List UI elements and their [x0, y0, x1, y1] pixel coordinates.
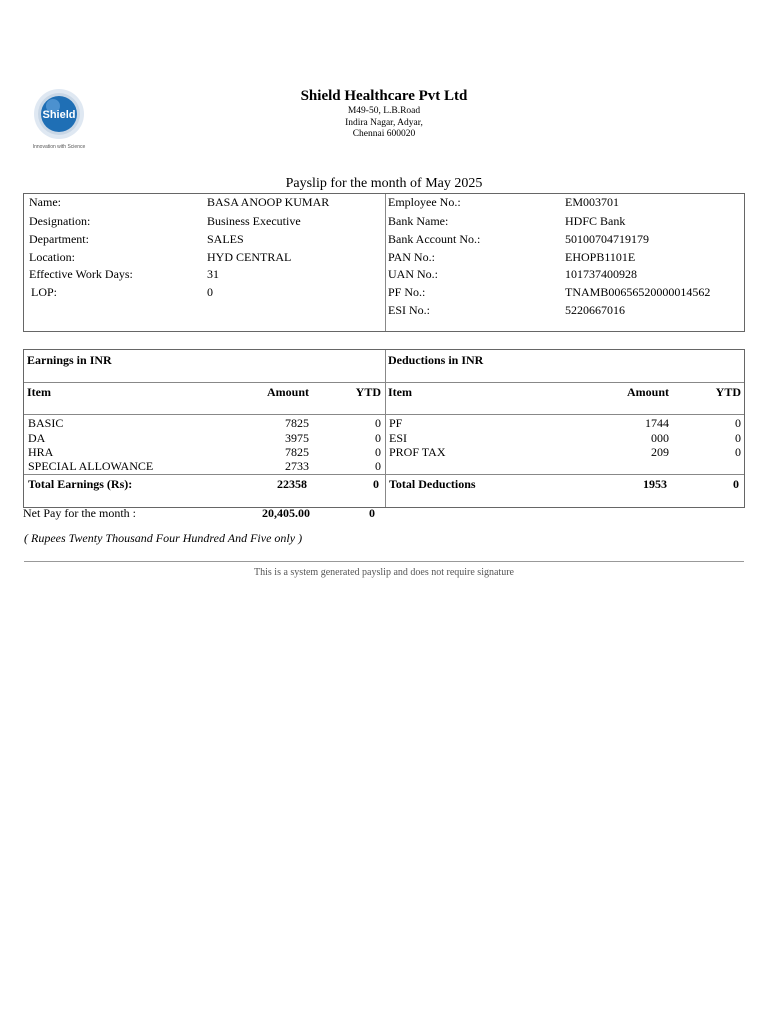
earnings-amount: 7825	[285, 445, 309, 459]
total-deductions-label: Total Deductions	[389, 477, 476, 491]
pan-value: EHOPB1101E	[565, 250, 636, 264]
company-address-line-3: Chennai 600020	[352, 129, 416, 139]
earnings-amount: 7825	[285, 416, 309, 430]
deductions-heading: Deductions in INR	[388, 353, 484, 367]
earnings-item: DA	[28, 431, 46, 445]
deductions-ytd: 0	[735, 431, 741, 445]
deductions-col-amount: Amount	[626, 385, 669, 399]
net-pay-label: Net Pay for the month :	[23, 506, 136, 520]
net-pay-amount: 20,405.00	[262, 506, 310, 520]
name-value: BASA ANOOP KUMAR	[207, 195, 330, 209]
earnings-ytd: 0	[375, 459, 381, 473]
bank-account-label: Bank Account No.:	[388, 232, 481, 246]
deductions-amount: 1744	[645, 416, 669, 430]
earnings-col-ytd: YTD	[355, 385, 381, 399]
location-label: Location:	[29, 250, 75, 264]
row-divider	[24, 414, 744, 415]
deductions-col-ytd: YTD	[715, 385, 741, 399]
pan-label: PAN No.:	[388, 250, 435, 264]
employee-info-box	[23, 193, 745, 332]
deductions-ytd: 0	[735, 445, 741, 459]
lop-label: LOP:	[31, 285, 58, 299]
deductions-amount: 000	[651, 431, 669, 445]
department-label: Department:	[29, 232, 89, 246]
payslip-title: Payslip for the month of May 2025	[285, 176, 483, 191]
amount-in-words: ( Rupees Twenty Thousand Four Hundred And Five only )	[24, 531, 303, 545]
company-header	[0, 86, 768, 141]
deductions-ytd: 0	[735, 416, 741, 430]
row-divider	[24, 382, 744, 383]
earnings-item: SPECIAL ALLOWANCE	[28, 459, 154, 473]
earnings-col-amount: Amount	[266, 385, 309, 399]
bank-name-label: Bank Name:	[388, 214, 449, 228]
earnings-heading: Earnings in INR	[27, 353, 112, 367]
earnings-ytd: 0	[375, 416, 381, 430]
earnings-item: BASIC	[28, 416, 64, 430]
total-earnings-amount: 22358	[277, 477, 307, 491]
total-earnings-label: Total Earnings (Rs):	[28, 477, 133, 491]
total-deductions-amount: 1953	[643, 477, 667, 491]
deductions-amount: 209	[651, 445, 669, 459]
total-deductions-ytd: 0	[733, 477, 739, 491]
earnings-col-item: Item	[27, 385, 51, 399]
pf-no-value: TNAMB00656520000014562	[565, 285, 711, 299]
logo-wordmark: Shield	[42, 109, 76, 121]
earnings-item: HRA	[28, 445, 54, 459]
earnings-deductions-table	[23, 349, 745, 508]
deductions-col-item: Item	[388, 385, 412, 399]
earnings-amount: 2733	[285, 459, 309, 473]
footer-note: This is a system generated payslip and does not require signature	[254, 567, 514, 578]
employee-no-label: Employee No.:	[388, 195, 461, 209]
column-divider	[385, 350, 386, 507]
uan-label: UAN No.:	[388, 267, 438, 281]
lop-value: 0	[207, 285, 213, 299]
earnings-ytd: 0	[375, 445, 381, 459]
company-address-line-1: M49-50, L.B.Road	[347, 106, 421, 116]
info-divider	[385, 194, 386, 331]
bank-name-value: HDFC Bank	[565, 214, 626, 228]
department-value: SALES	[207, 232, 244, 246]
company-address-line-2: Indira Nagar, Adyar,	[345, 117, 423, 128]
work-days-value: 31	[207, 267, 219, 281]
total-earnings-ytd: 0	[373, 477, 379, 491]
bank-account-value: 50100704719179	[565, 232, 649, 246]
deductions-item: PROF TAX	[389, 445, 446, 459]
logo-tagline: Innovation with Science	[32, 144, 86, 150]
net-pay-ytd: 0	[369, 506, 375, 520]
esi-no-value: 5220667016	[565, 303, 625, 317]
employee-no-value: EM003701	[565, 195, 619, 209]
row-divider	[24, 474, 744, 475]
footer-divider	[24, 561, 744, 562]
esi-no-label: ESI No.:	[388, 303, 430, 317]
pf-no-label: PF No.:	[388, 285, 426, 299]
location-value: HYD CENTRAL	[207, 250, 292, 264]
work-days-label: Effective Work Days:	[29, 267, 133, 281]
earnings-ytd: 0	[375, 431, 381, 445]
uan-value: 101737400928	[565, 267, 637, 281]
deductions-item: PF	[389, 416, 403, 430]
company-name: Shield Healthcare Pvt Ltd	[300, 88, 468, 104]
name-label: Name:	[29, 195, 61, 209]
designation-label: Designation:	[29, 214, 91, 228]
deductions-item: ESI	[389, 431, 407, 445]
earnings-amount: 3975	[285, 431, 309, 445]
designation-value: Business Executive	[207, 214, 301, 228]
